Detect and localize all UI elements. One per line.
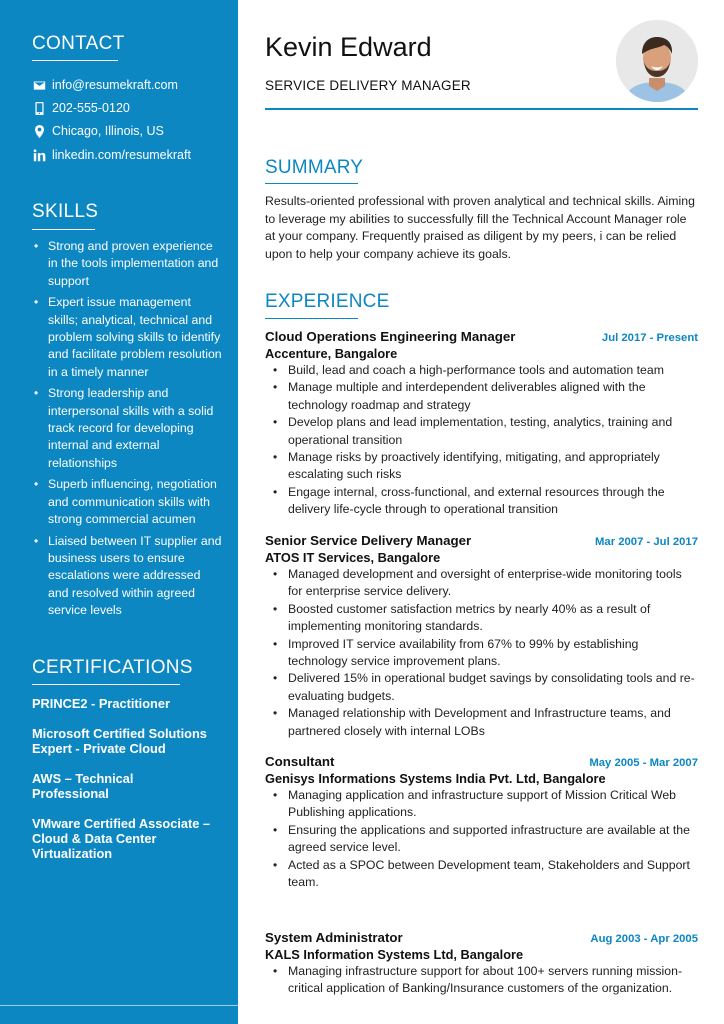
experience-entry (265, 754, 698, 891)
job-bullet: • Engage internal, cross-functional, and external resources through the delivery life-cycle through to operational transition (265, 484, 698, 519)
job-bullet: • Managing infrastructure support for about 100+ servers running mission-critical application of Banking/Insurance customers of the organization. (265, 963, 698, 998)
job-role: Senior Service Delivery Manager (265, 533, 472, 548)
contact-location-text: Chicago, Illinois, US (52, 124, 164, 138)
candidate-title: SERVICE DELIVERY MANAGER (265, 78, 471, 93)
summary-text: Results-oriented professional with proven analytical and technical skills. Aiming to leverage my abilities to successfully fill the Technical Account Manager role at your company. Frequently praised as diligent by my peers, i can be relied upon to help your company achieve its goals. (265, 194, 695, 261)
profile-photo (616, 20, 698, 102)
contact-email[interactable] (32, 78, 178, 92)
certification-item: Microsoft Certified Solutions Expert - Private Cloud (32, 726, 207, 756)
skills-heading-rule (32, 229, 95, 230)
job-company: ATOS IT Services, Bangalore (265, 550, 441, 565)
contact-linkedin[interactable] (32, 148, 191, 162)
skill-item: • Superb influencing, negotiation and communication skills with strong commercial acumen (32, 476, 222, 528)
job-bullet: • Ensuring the applications and supported infrastructure are available at the agreed service level. (265, 822, 698, 857)
contact-email-text: info@resumekraft.com (52, 78, 178, 92)
job-bullets (265, 362, 698, 519)
contact-linkedin-text: linkedin.com/resumekraft (52, 148, 191, 162)
job-bullets (265, 566, 698, 740)
linkedin-icon (32, 148, 46, 162)
contact-heading-rule (32, 60, 118, 61)
skill-item: • Expert issue management skills; analytical, technical and problem solving skills to identify and facilitate problem resolution in a timely manner (32, 294, 222, 381)
job-bullet: • Managed relationship with Development and Infrastructure teams, and partnered closely with internal LOBs (265, 705, 698, 740)
sidebar (0, 0, 238, 1024)
job-company: Genisys Informations Systems India Pvt. Ltd, Bangalore (265, 771, 606, 786)
job-role: System Administrator (265, 930, 403, 945)
experience-entry (265, 930, 698, 998)
job-bullet: • Managing application and infrastructure support of Mission Critical Web Publishing applications. (265, 787, 698, 822)
header-rule (265, 108, 698, 110)
job-company: Accenture, Bangalore (265, 346, 398, 361)
job-date: Jul 2017 - Present (601, 332, 698, 344)
skill-item: • Strong and proven experience in the tools implementation and support (32, 238, 222, 290)
skill-item: • Liaised between IT supplier and business users to ensure escalations were addressed and resolved within agreed service levels (32, 533, 222, 620)
summary-heading-rule (265, 183, 358, 184)
job-bullet: • Delivered 15% in operational budget savings by consolidating tools and re-evaluating budgets. (265, 670, 698, 705)
experience-heading: EXPERIENCE (265, 291, 390, 312)
phone-icon (32, 101, 46, 115)
contact-phone-text: 202-555-0120 (52, 101, 130, 115)
job-bullet: • Acted as a SPOC between Development team, Stakeholders and Support team. (265, 857, 698, 892)
skill-item: • Strong leadership and interpersonal skills with a solid track record for developing internal and external relationships (32, 385, 222, 472)
experience-entry (265, 533, 698, 740)
job-bullet: • Boosted customer satisfaction metrics by nearly 40% as a result of implementing monitoring standards. (265, 601, 698, 636)
certification-item: VMware Certified Associate – Cloud & Data Center Virtualization (32, 816, 211, 861)
contact-location (32, 124, 164, 138)
job-bullets (265, 787, 698, 891)
job-bullet: • Manage risks by proactively identifying, mitigating, and appropriately escalating such risks (265, 449, 698, 484)
job-bullet: • Improved IT service availability from 67% to 99% by establishing technology service improvement plans. (265, 636, 698, 671)
job-bullets (265, 963, 698, 998)
certifications-heading: CERTIFICATIONS (32, 657, 193, 678)
experience-heading-rule (265, 318, 358, 319)
job-company: KALS Information Systems Ltd, Bangalore (265, 947, 524, 962)
job-bullet: • Manage multiple and interdependent deliverables aligned with the technology roadmap and strategy (265, 379, 698, 414)
job-role: Consultant (265, 754, 335, 769)
summary-heading: SUMMARY (265, 157, 364, 178)
sidebar-bottom-rule (0, 1005, 238, 1006)
job-bullet: • Managed development and oversight of enterprise-wide monitoring tools for enterprise service delivery. (265, 566, 698, 601)
job-date: Mar 2007 - Jul 2017 (595, 536, 698, 548)
certification-item: AWS – Technical Professional (32, 771, 134, 801)
contact-phone[interactable] (32, 101, 130, 115)
job-role: Cloud Operations Engineering Manager (265, 329, 516, 344)
job-date: May 2005 - Mar 2007 (589, 757, 698, 769)
profile-photo-illustration (616, 20, 698, 102)
skills-list (32, 238, 222, 624)
skills-heading: SKILLS (32, 201, 99, 222)
certifications-heading-rule (32, 684, 180, 685)
candidate-name: Kevin Edward (265, 32, 432, 62)
experience-entry (265, 329, 698, 519)
job-bullet: • Build, lead and coach a high-performance tools and automation team (265, 362, 698, 379)
certification-item: PRINCE2 - Practitioner (32, 696, 170, 711)
location-pin-icon (32, 124, 46, 138)
job-bullet: • Develop plans and lead implementation, testing, analytics, training and operational transition (265, 414, 698, 449)
email-icon (32, 78, 46, 92)
job-date: Aug 2003 - Apr 2005 (590, 933, 698, 945)
contact-heading: CONTACT (32, 33, 125, 54)
